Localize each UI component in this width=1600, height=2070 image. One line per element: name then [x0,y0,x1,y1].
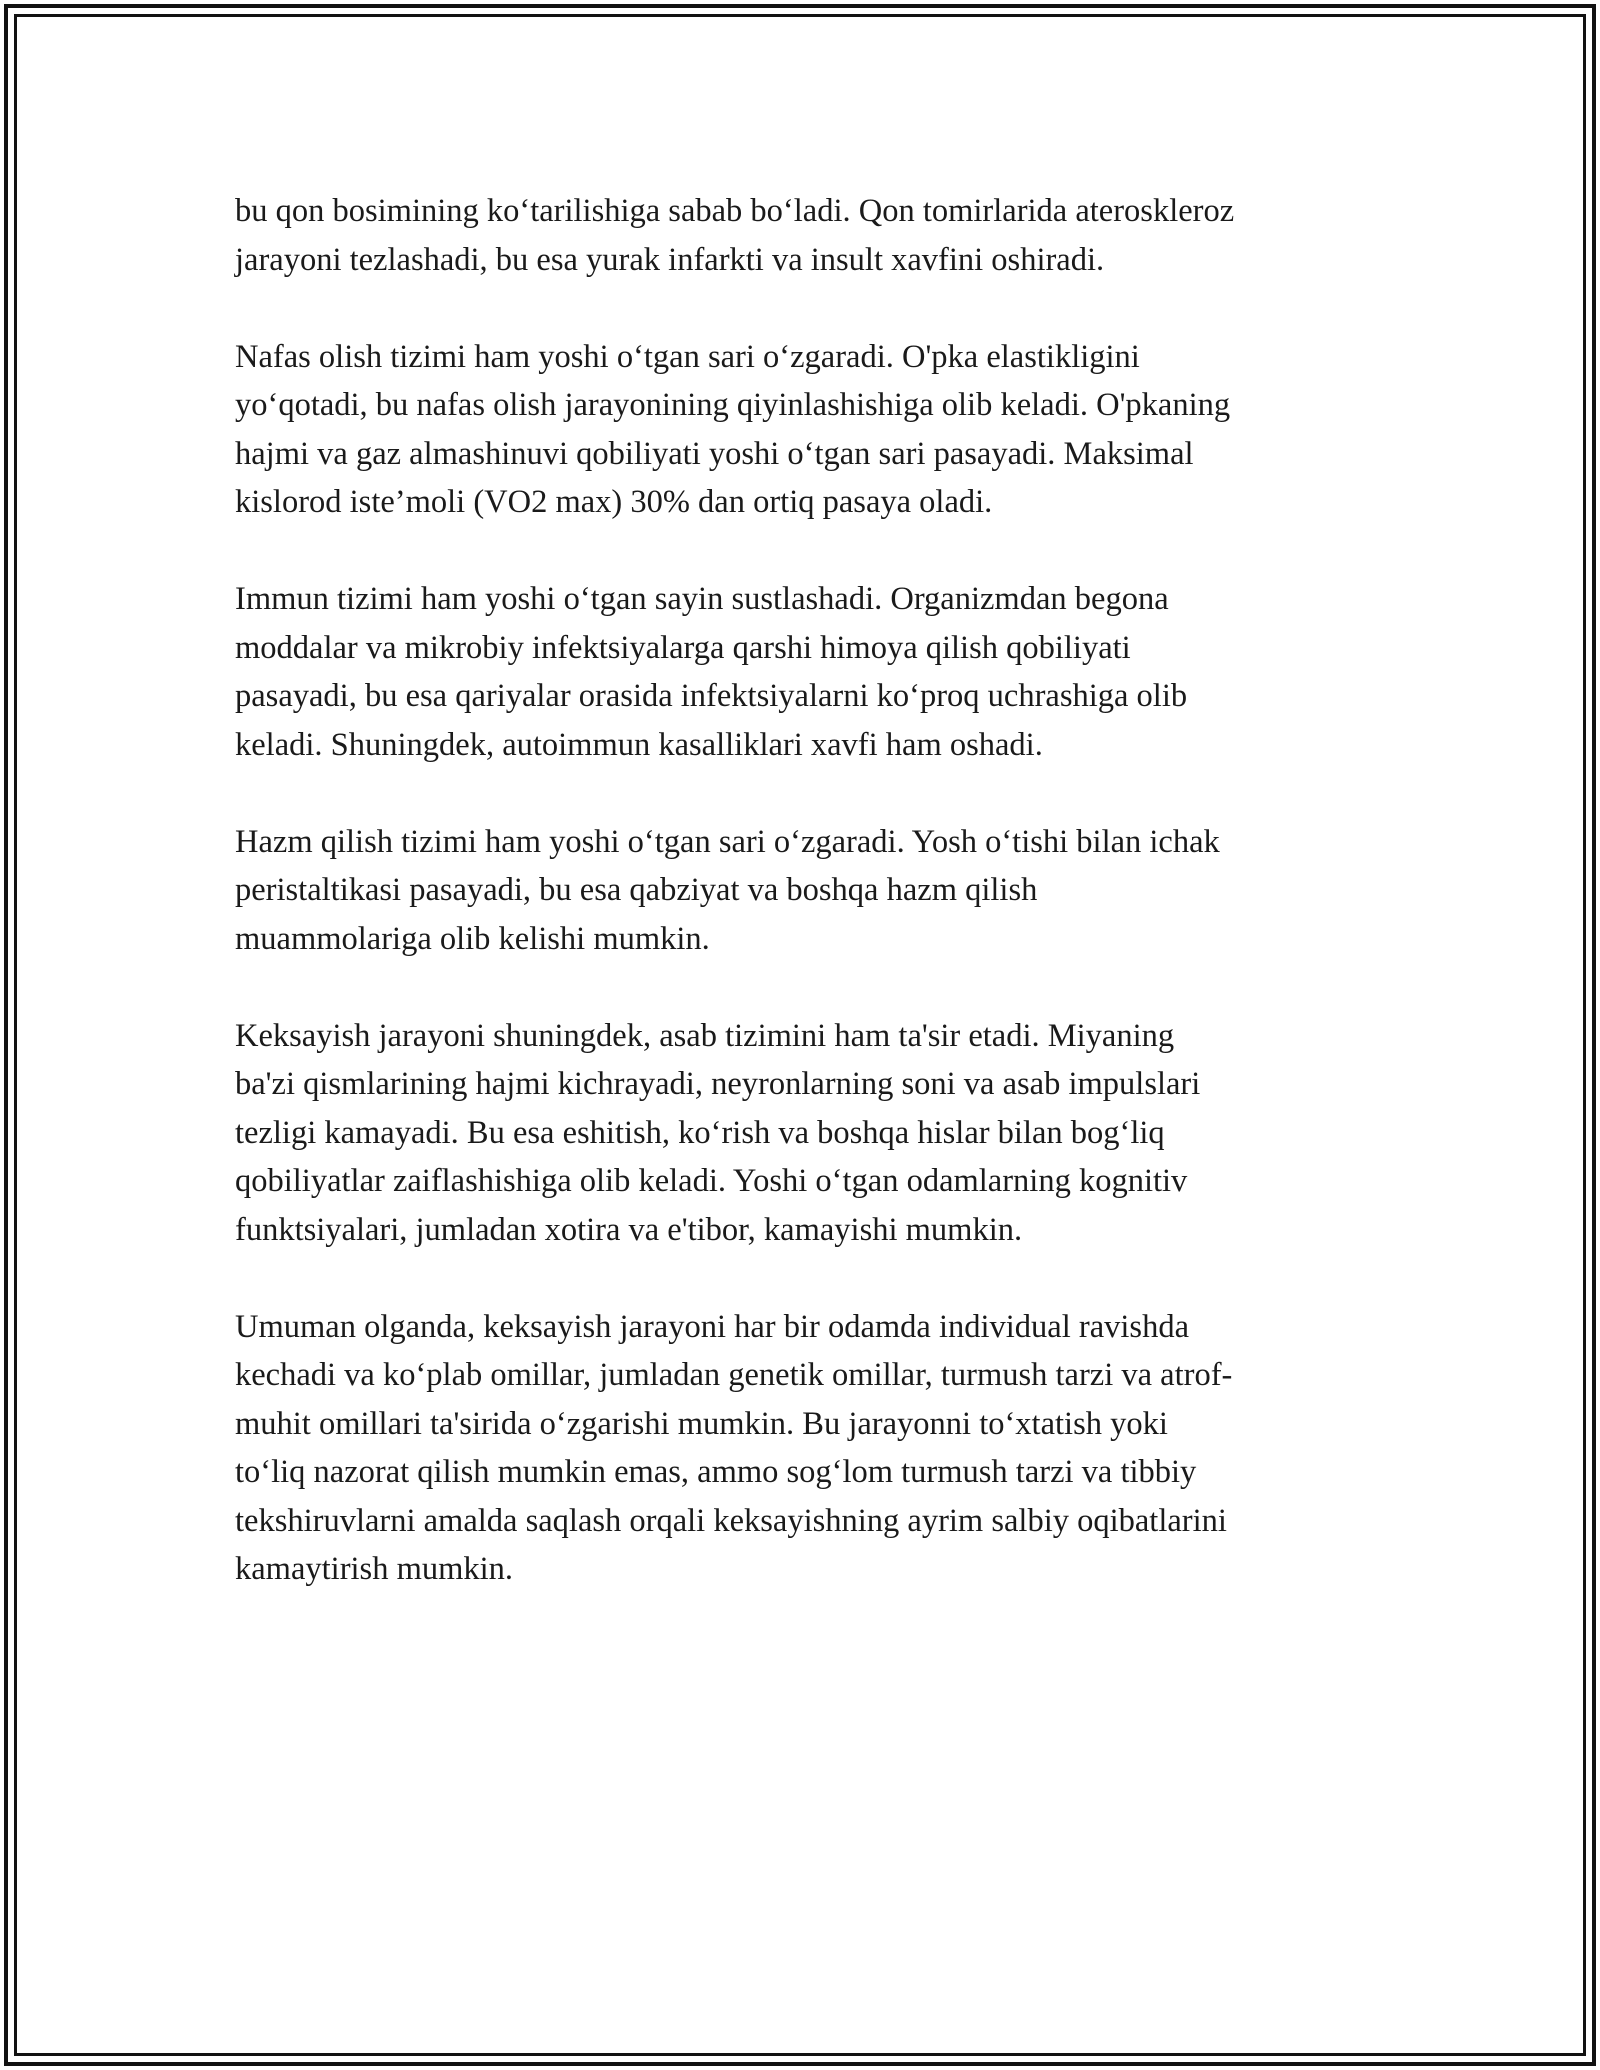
text-line: hajmi va gaz almashinuvi qobiliyati yoshi o‘tgan sari pasayadi. Maksimal [235,435,1194,472]
text-line: peristaltikasi pasayadi, bu esa qabziyat va boshqa hazm qilish [235,872,1038,908]
text-line: Hazm qilish tizimi ham yoshi o‘tgan sari o‘zgaradi. Yosh o‘tishi bilan ichak [235,823,1220,860]
text-line: tezligi kamayadi. Bu esa eshitish, ko‘rish va boshqa hislar bilan bog‘liq [235,1114,1165,1151]
text-line: moddalar va mikrobiy infektsiyalarga qarshi himoya qilish qobiliyati [235,629,1131,666]
paragraph-respiratory [235,333,1375,527]
text-line: ba'zi qismlarining hajmi kichrayadi, neyronlarning soni va asab impulslari [235,1066,1201,1102]
text-line: Keksayish jarayoni shuningdek, asab tizimini ham ta'sir etadi. Miyaning [235,1017,1175,1054]
text-line: muammolariga olib kelishi mumkin. [235,920,710,957]
document-body [235,187,1375,1642]
text-line: bu qon bosimining ko‘tarilishiga sabab bo‘ladi. Qon tomirlarida ateroskleroz [235,193,1235,229]
text-line: Immun tizimi ham yoshi o‘tgan sayin sustlashadi. Organizmdan begona [235,581,1169,617]
text-line: kechadi va ko‘plab omillar, jumladan genetik omillar, turmush tarzi va atrof- [235,1357,1233,1393]
paragraph-digestive [235,818,1375,964]
text-line: pasayadi, bu esa qariyalar orasida infektsiyalarni ko‘proq uchrashiga olib [235,678,1188,714]
text-line: kislorod iste’moli (VO2 max) 30% dan ortiq pasaya oladi. [235,484,993,520]
text-line: qobiliyatlar zaiflashishiga olib keladi. Yoshi o‘tgan odamlarning kognitiv [235,1163,1188,1199]
text-line: keladi. Shuningdek, autoimmun kasalliklari xavfi ham oshadi. [235,726,1043,763]
text-line: yo‘qotadi, bu nafas olish jarayonining qiyinlashishiga olib keladi. O'pkaning [235,387,1231,423]
text-line: Nafas olish tizimi ham yoshi o‘tgan sari o‘zgaradi. O'pka elastikligini [235,338,1140,375]
paragraph-conclusion [235,1303,1375,1594]
paragraph-nervous [235,1012,1375,1255]
text-line: Umuman olganda, keksayish jarayoni har bir odamda individual ravishda [235,1308,1189,1345]
paragraph-cardiovascular [235,187,1375,284]
text-line: to‘liq nazorat qilish mumkin emas, ammo sog‘lom turmush tarzi va tibbiy [235,1454,1197,1490]
text-line: muhit omillari ta'sirida o‘zgarishi mumkin. Bu jarayonni to‘xtatish yoki [235,1405,1168,1442]
text-line: funktsiyalari, jumladan xotira va e'tibor, kamayishi mumkin. [235,1211,1023,1248]
text-line: tekshiruvlarni amalda saqlash orqali keksayishning ayrim salbiy oqibatlarini [235,1502,1227,1539]
text-line: jarayoni tezlashadi, bu esa yurak infarkti va insult xavfini oshiradi. [235,241,1105,278]
paragraph-immune [235,575,1375,769]
text-line: kamaytirish mumkin. [235,1551,514,1587]
